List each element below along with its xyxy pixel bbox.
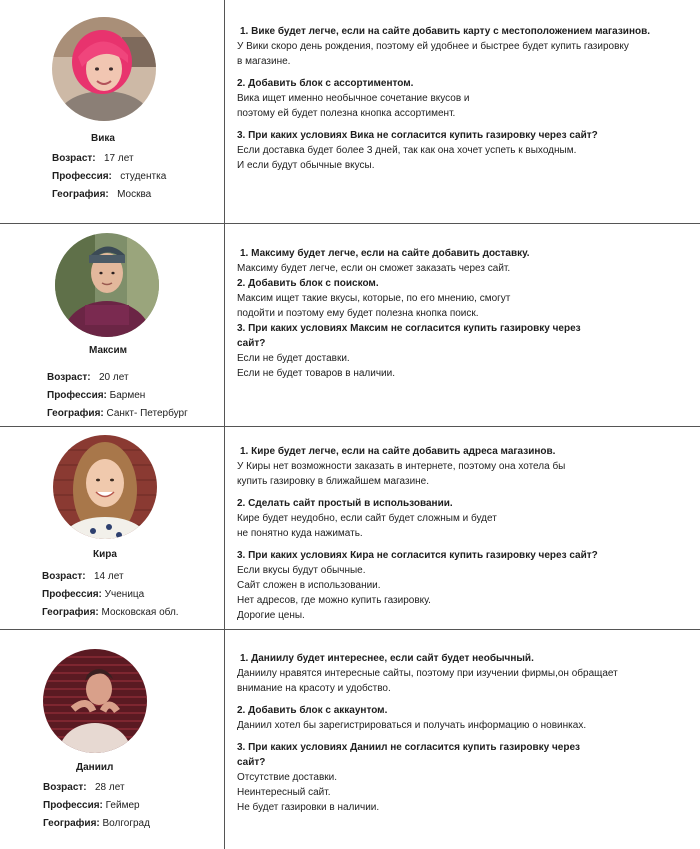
question-1-title: 1. Кире будет легче, если на сайте добавить адреса магазинов.	[240, 446, 556, 457]
question-1-text: Даниилу нравятся интересные сайты, поэтому при изучении фирмы,он обращает	[237, 668, 618, 679]
persona-name: Даниил	[76, 762, 114, 773]
geography-value: Санкт- Петербург	[106, 408, 188, 419]
question-3-text: Если вкусы будут обычные.	[237, 565, 366, 576]
question-2-text: поэтому ей будет полезна кнопка ассортимент.	[237, 108, 456, 119]
profession-value: студентка	[120, 171, 167, 182]
question-3-title: 3. При каких условиях Максим не согласится купить газировку через	[237, 323, 581, 334]
persona-details	[47, 369, 188, 423]
question-3-text: Неинтересный сайт.	[237, 787, 331, 798]
profession-label: Профессия:	[43, 800, 103, 811]
profession-label: Профессия:	[47, 390, 107, 401]
geography-value: Москва	[117, 189, 152, 200]
profession-label: Профессия:	[52, 171, 112, 182]
question-2-title: 2. Добавить блок с поиском.	[237, 278, 379, 289]
question-3-title: 3. При каких условиях Вика не согласится купить газировку через сайт?	[237, 130, 598, 141]
age-value: 28 лет	[94, 782, 125, 793]
question-2-text: Даниил хотел бы зарегистрироваться и получать информацию о новинках.	[237, 720, 587, 731]
question-3-text: Не будет газировки в наличии.	[237, 802, 380, 813]
question-1-title: 1. Вике будет легче, если на сайте добавить карту с местоположением магазинов.	[240, 26, 651, 37]
persona-answers	[237, 246, 687, 381]
avatar-vika	[52, 17, 156, 121]
age-value: 17 лет	[103, 153, 134, 164]
persona-row-kira	[0, 426, 700, 629]
question-2-title: 2. Сделать сайт простый в использовании.	[237, 498, 453, 509]
question-2-text: не понятно куда нажимать.	[237, 528, 363, 539]
question-1-title: 1. Максиму будет легче, если на сайте добавить доставку.	[240, 248, 530, 259]
age-label: Возраст:	[47, 372, 91, 383]
question-2-title: 2. Добавить блок с аккаунтом.	[237, 705, 388, 716]
persona-name: Вика	[91, 133, 115, 144]
persona-details	[43, 779, 150, 833]
question-2-text: Максим ищет такие вкусы, которые, по его мнению, смогут	[237, 293, 511, 304]
persona-row-daniil	[0, 629, 700, 849]
avatar-kira	[53, 435, 157, 539]
geography-label: География:	[42, 607, 99, 618]
persona-answers	[237, 444, 687, 623]
persona-name: Кира	[93, 549, 117, 560]
geography-label: География:	[52, 189, 109, 200]
question-3-title: 3. При каких условиях Даниил не согласится купить газировку через	[237, 742, 581, 753]
question-3-text: Если не будет товаров в наличии.	[237, 368, 395, 379]
persona-row-maxim	[0, 223, 700, 426]
question-3-text: Отсутствие доставки.	[237, 772, 338, 783]
question-1-text: в магазине.	[237, 56, 291, 67]
avatar-daniil	[43, 649, 147, 753]
question-1-text: купить газировку в ближайшем магазине.	[237, 476, 430, 487]
profession-value: Бармен	[109, 390, 146, 401]
geography-value: Волгоград	[102, 818, 150, 829]
persona-name: Максим	[89, 345, 127, 356]
question-1-text: Максиму будет легче, если он сможет заказать через сайт.	[237, 263, 511, 274]
question-3-title: сайт?	[237, 338, 266, 349]
question-3-title: 3. При каких условиях Кира не согласится купить газировку через сайт?	[237, 550, 598, 561]
question-1-text: У Киры нет возможности заказать в интернете, поэтому она хотела бы	[237, 461, 566, 472]
question-1-title: 1. Даниилу будет интереснее, если сайт будет необычный.	[240, 653, 534, 664]
persona-details	[42, 568, 179, 622]
question-3-text: Нет адресов, где можно купить газировку.	[237, 595, 431, 606]
question-3-text: Если доставка будет более 3 дней, так как она хочет успеть к выходным.	[237, 145, 577, 156]
question-3-text: И если будут обычные вкусы.	[237, 160, 375, 171]
question-3-title: сайт?	[237, 757, 266, 768]
age-value: 20 лет	[98, 372, 129, 383]
persona-answers	[237, 651, 687, 815]
question-3-text: Дорогие цены.	[237, 610, 305, 621]
age-label: Возраст:	[52, 153, 96, 164]
question-2-title: 2. Добавить блок с ассортиментом.	[237, 78, 414, 89]
question-1-text: внимание на красоту и удобство.	[237, 683, 391, 694]
geography-label: География:	[43, 818, 100, 829]
persona-details	[52, 150, 166, 204]
avatar-maxim	[55, 233, 159, 337]
age-label: Возраст:	[43, 782, 87, 793]
age-value: 14 лет	[93, 571, 124, 582]
profession-value: Ученица	[104, 589, 145, 600]
profession-value: Геймер	[105, 800, 140, 811]
question-3-text: Сайт сложен в использовании.	[237, 580, 381, 591]
age-label: Возраст:	[42, 571, 86, 582]
question-2-text: Вика ищет именно необычное сочетание вкусов и	[237, 93, 470, 104]
question-2-text: подойти и поэтому ему будет полезна кнопка поиск.	[237, 308, 479, 319]
profession-label: Профессия:	[42, 589, 102, 600]
question-3-text: Если не будет доставки.	[237, 353, 350, 364]
persona-answers	[237, 24, 687, 173]
question-1-text: У Вики скоро день рождения, поэтому ей удобнее и быстрее будет купить газировку	[237, 41, 629, 52]
persona-row-vika	[0, 0, 700, 223]
geography-label: География:	[47, 408, 104, 419]
geography-value: Московская обл.	[101, 607, 179, 618]
question-2-text: Кире будет неудобно, если сайт будет сложным и будет	[237, 513, 497, 524]
